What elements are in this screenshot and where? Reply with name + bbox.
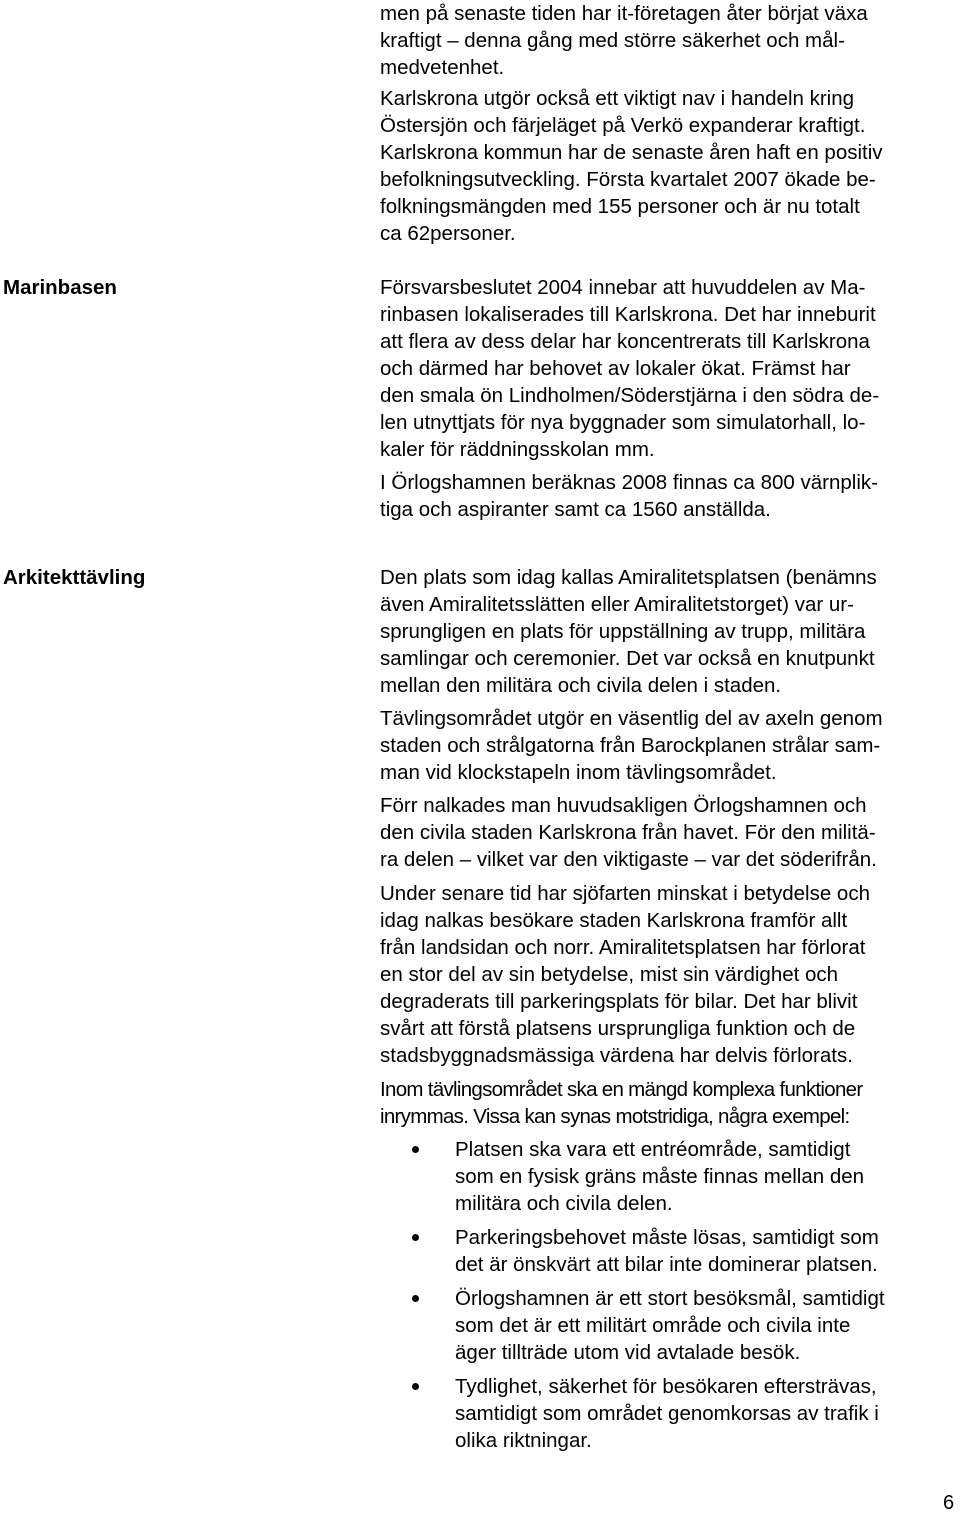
marinbasen-line: den smala ön Lindholmen/Söderstjärna i den södra de- xyxy=(380,384,880,407)
arkitekttavling-line: Inom tävlingsområdet ska en mängd komplexa funktioner xyxy=(380,1078,863,1101)
arkitekttavling-line: Förr nalkades man huvudsakligen Örlogshamnen och xyxy=(380,794,867,817)
bullet-line: olika riktningar. xyxy=(455,1429,592,1452)
bullet-line: äger tillträde utom vid avtalade besök. xyxy=(455,1341,801,1364)
arkitekttavling-line: Tävlingsområdet utgör en väsentlig del av axeln genom xyxy=(380,707,883,730)
arkitekttavling-line: från landsidan och norr. Amiralitetsplatsen har förlorat xyxy=(380,936,866,959)
intro-line: men på senaste tiden har it-företagen åter börjat växa xyxy=(380,2,868,25)
intro-line: kraftigt – denna gång med större säkerhet och mål- xyxy=(380,29,845,52)
marinbasen-line: I Örlogshamnen beräknas 2008 finnas ca 800 värnplik- xyxy=(380,471,878,494)
arkitekttavling-line: samlingar och ceremonier. Det var också en knutpunkt xyxy=(380,647,875,670)
arkitekttavling-line: Under senare tid har sjöfarten minskat i betydelse och xyxy=(380,882,870,905)
section-heading-arkitekttavling: Arkitekttävling xyxy=(3,566,146,589)
arkitekttavling-line: stadsbyggnadsmässiga värdena har delvis förlorats. xyxy=(380,1044,853,1067)
arkitekttavling-line: en stor del av sin betydelse, mist sin värdighet och xyxy=(380,963,839,986)
bullet-icon xyxy=(412,1146,419,1153)
intro-line: medvetenhet. xyxy=(380,56,505,79)
bullet-line: som det är ett militärt område och civila inte xyxy=(455,1314,851,1337)
intro-line: befolkningsutveckling. Första kvartalet 2007 ökade be- xyxy=(380,168,876,191)
marinbasen-line: tiga och aspiranter samt ca 1560 anställda. xyxy=(380,498,771,521)
marinbasen-line: rinbasen lokaliserades till Karlskrona. Det har inneburit xyxy=(380,303,876,326)
intro-line: Karlskrona utgör också ett viktigt nav i handeln kring xyxy=(380,87,855,110)
page-number: 6 xyxy=(943,1492,955,1514)
section-heading-marinbasen: Marinbasen xyxy=(3,276,117,299)
arkitekttavling-line: sprungligen en plats för uppställning av trupp, militära xyxy=(380,620,866,643)
arkitekttavling-line: inrymmas. Vissa kan synas motstridiga, några exempel: xyxy=(380,1105,850,1128)
bullet-line: Tydlighet, säkerhet för besökaren eftersträvas, xyxy=(455,1375,877,1398)
bullet-line: Parkeringsbehovet måste lösas, samtidigt som xyxy=(455,1226,879,1249)
marinbasen-line: len utnyttjats för nya byggnader som simulatorhall, lo- xyxy=(380,411,866,434)
marinbasen-line: kaler för räddningsskolan mm. xyxy=(380,438,655,461)
arkitekttavling-line: den civila staden Karlskrona från havet. För den militä- xyxy=(380,821,876,844)
bullet-line: samtidigt som området genomkorsas av trafik i xyxy=(455,1402,879,1425)
bullet-line: det är önskvärt att bilar inte dominerar platsen. xyxy=(455,1253,878,1276)
intro-line: Östersjön och färjeläget på Verkö expanderar kraftigt. xyxy=(380,114,866,137)
bullet-line: som en fysisk gräns måste finnas mellan den xyxy=(455,1165,865,1188)
bullet-icon xyxy=(412,1234,419,1241)
bullet-line: Platsen ska vara ett entréområde, samtidigt xyxy=(455,1138,851,1161)
intro-line: Karlskrona kommun har de senaste åren haft en positiv xyxy=(380,141,883,164)
arkitekttavling-line: Den plats som idag kallas Amiralitetsplatsen (benämns xyxy=(380,566,877,589)
arkitekttavling-line: man vid klockstapeln inom tävlingsområdet. xyxy=(380,761,777,784)
bullet-line: Örlogshamnen är ett stort besöksmål, samtidigt xyxy=(455,1287,885,1310)
arkitekttavling-line: även Amiralitetsslätten eller Amiralitetstorget) var ur- xyxy=(380,593,854,616)
arkitekttavling-line: svårt att förstå platsens ursprungliga funktion och de xyxy=(380,1017,856,1040)
bullet-line: militära och civila delen. xyxy=(455,1192,673,1215)
bullet-icon xyxy=(412,1383,419,1390)
arkitekttavling-line: degraderats till parkeringsplats för bilar. Det har blivit xyxy=(380,990,858,1013)
marinbasen-line: att flera av dess delar har koncentrerats till Karlskrona xyxy=(380,330,870,353)
arkitekttavling-line: mellan den militära och civila delen i staden. xyxy=(380,674,782,697)
intro-line: ca 62personer. xyxy=(380,222,516,245)
marinbasen-line: och därmed har behovet av lokaler ökat. Främst har xyxy=(380,357,851,380)
marinbasen-line: Försvarsbeslutet 2004 innebar att huvuddelen av Ma- xyxy=(380,276,866,299)
arkitekttavling-line: staden och strålgatorna från Barockplanen strålar sam- xyxy=(380,734,881,757)
bullet-icon xyxy=(412,1295,419,1302)
arkitekttavling-line: ra delen – vilket var den viktigaste – var det söderifrån. xyxy=(380,848,877,871)
arkitekttavling-line: idag nalkas besökare staden Karlskrona framför allt xyxy=(380,909,848,932)
intro-line: folkningsmängden med 155 personer och är nu totalt xyxy=(380,195,860,218)
